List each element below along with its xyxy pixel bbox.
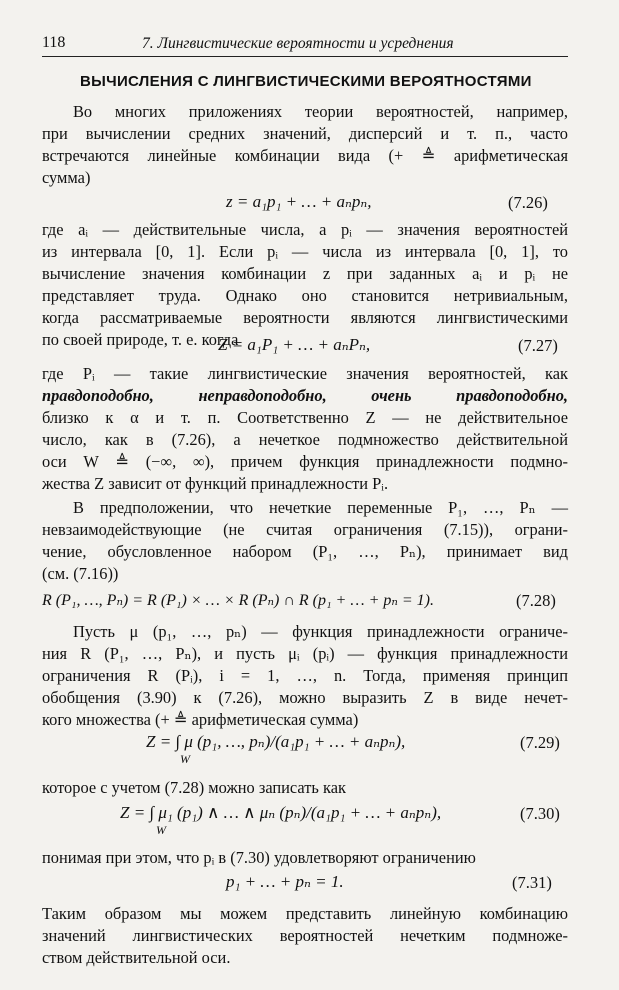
emphasis-line: правдоподобно, неправдоподобно, очень правдоподобно,: [42, 386, 568, 405]
integral-subscript: W: [180, 752, 190, 766]
equation-7-29: Z = ∫ μ (p₁, …, pₙ)/(a₁p₁ + … + aₙpₙ),: [146, 732, 406, 751]
equation-7-30: Z = ∫ μ₁ (p₁) ∧ … ∧ μₙ (pₙ)/(a₁p₁ + … + aₙpₙ),: [120, 803, 442, 822]
text-line: по своей природе, т. е. когда: [42, 330, 239, 349]
integral-subscript: W: [156, 823, 166, 837]
equation-7-27: Z = a₁P₁ + … + aₙPₙ,: [218, 335, 371, 354]
text-line: вычисление значения комбинации z при заданных aᵢ и pᵢ не: [42, 264, 568, 283]
text-line: из интервала [0, 1]. Если pᵢ — числа из интервала [0, 1], то: [42, 242, 568, 261]
text-line: обобщения (3.90) к (7.26), можно выразить Z в виде нечет-: [42, 688, 568, 707]
text-line: (см. (7.16)): [42, 564, 119, 583]
text-line: Таким образом мы можем представить линейную комбинацию: [42, 904, 568, 923]
equation-7-28: R (P₁, …, Pₙ) = R (P₁) × … × R (Pₙ) ∩ R (p₁ + … + pₙ = 1).: [42, 592, 434, 609]
text-line: ния R (P₁, …, Pₙ), и пусть μᵢ (pᵢ) — функция принадлежности: [42, 644, 568, 663]
equation-7-26: z = a₁p₁ + … + aₙpₙ,: [226, 192, 372, 211]
text-line: при вычислении средних значений, дисперсий и т. п., часто: [42, 124, 568, 143]
text-line: понимая при этом, что pᵢ в (7.30) удовлетворяют ограничению: [42, 848, 476, 867]
text-line: где Pᵢ — такие лингвистические значения вероятностей, как: [42, 364, 568, 383]
equation-number: (7.27): [518, 336, 558, 355]
text-line: близко к α и т. п. Соответственно Z — не действительное: [42, 408, 568, 427]
equation-number: (7.30): [520, 804, 560, 823]
page-number: 118: [42, 34, 66, 51]
equation-number: (7.28): [516, 591, 556, 610]
text-line: когда рассматриваемые вероятности являются лингвистическими: [42, 308, 568, 327]
text-line: жества Z зависит от функций принадлежности Pᵢ.: [42, 474, 389, 493]
equation-number: (7.29): [520, 733, 560, 752]
equation-7-31: p₁ + … + pₙ = 1.: [226, 872, 344, 891]
text-line: Во многих приложениях теории вероятностей, например,: [73, 102, 568, 121]
text-line: оси W ≜ (−∞, ∞), причем функция принадлежности подмно-: [42, 452, 568, 471]
text-line: ограничения R (Pᵢ), i = 1, …, n. Тогда, применяя принцип: [42, 666, 568, 685]
text-line: невзаимодействующие (не считая ограничения (7.15)), ограни-: [42, 520, 568, 539]
running-title: 7. Лингвистические вероятности и усреднения: [142, 35, 454, 52]
equation-number: (7.26): [508, 193, 548, 212]
text-line: Пусть μ (p₁, …, pₙ) — функция принадлежности ограниче-: [73, 622, 568, 641]
text-line: ством действительной оси.: [42, 948, 231, 967]
text-line: встречаются линейные комбинации вида (+ ≜ арифметическая: [42, 146, 568, 165]
text-line: где aᵢ — действительные числа, а pᵢ — значения вероятностей: [42, 220, 568, 239]
text-line: которое с учетом (7.28) можно записать как: [42, 778, 346, 797]
section-title: ВЫЧИСЛЕНИЯ С ЛИНГВИСТИЧЕСКИМИ ВЕРОЯТНОСТЯМИ: [80, 73, 532, 90]
page-header: [42, 34, 568, 57]
text-line: число, как в (7.26), а нечеткое подмножество действительной: [42, 430, 568, 449]
equation-number: (7.31): [512, 873, 552, 892]
text-line: сумма): [42, 168, 91, 187]
text-line: чение, обусловленное набором (P₁, …, Pₙ), принимает вид: [42, 542, 568, 561]
text-line: представляет труда. Однако оно становится нетривиальным,: [42, 286, 568, 305]
text-line: значений лингвистических вероятностей нечетким подмноже-: [42, 926, 568, 945]
text-line: кого множества (+ ≜ арифметическая сумма): [42, 710, 359, 729]
text-line: В предположении, что нечеткие переменные P₁, …, Pₙ —: [73, 498, 568, 517]
